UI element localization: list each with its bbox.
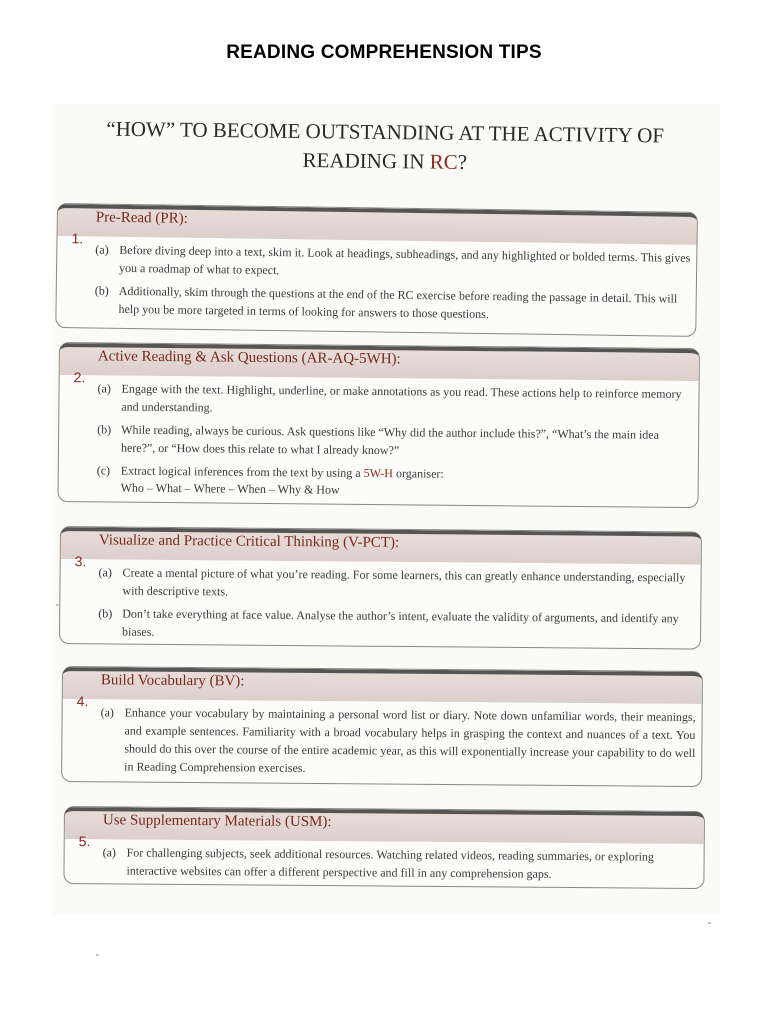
- scan-speck: [56, 604, 59, 606]
- item-letter: (b): [97, 422, 112, 437]
- page-header: READING COMPREHENSION TIPS: [226, 42, 542, 63]
- list-item: [97, 379, 692, 421]
- title-quote-word: “HOW”: [106, 116, 176, 142]
- section-number: 4.: [76, 693, 89, 710]
- item-letter: (a): [97, 381, 111, 396]
- item-text-before: Extract logical inferences from the text by using a: [120, 463, 364, 480]
- item-text-after: organiser:: [392, 466, 444, 481]
- item-text: For challenging subjects, seek additional resources. Watching related videos, reading summaries, or exploring interactive websites can offer a different perspective and fill in any comprehension gaps.: [126, 845, 655, 881]
- section-supplementary-materials: [63, 806, 705, 889]
- section-title: Use Supplementary Materials (USM):: [102, 812, 332, 831]
- section-number: 2.: [73, 369, 86, 386]
- item-letter: (a): [100, 705, 115, 720]
- list-item: [97, 420, 692, 462]
- item-text: Engage with the text. Highlight, underline, or make annotations as you read. These actions help to reinforce memory and understanding.: [121, 381, 682, 415]
- item-letter: (a): [98, 565, 112, 580]
- item-letter: (a): [102, 845, 117, 860]
- title-line2-start: READING IN: [302, 147, 430, 174]
- list-item: [95, 241, 690, 285]
- item-text: Additionally, skim through the questions at the end of the RC exercise before reading the passage in detail. This will help you be more targeted in terms of looking for answers to those questions.: [118, 283, 678, 322]
- organiser-words: Who – What – Where – When – Why & How: [120, 480, 340, 497]
- list-item: [100, 703, 696, 780]
- item-text: While reading, always be curious. Ask questions like “Why did the author include this?”, “What’s the main idea here?”, or “How does this relate to what I already know?”: [120, 422, 660, 458]
- title-line1-rest: TO BECOME OUTSTANDING AT THE ACTIVITY OF: [174, 117, 665, 148]
- item-letter: (a): [95, 242, 109, 257]
- item-letter: (c): [96, 463, 111, 478]
- item-letter: (b): [94, 283, 109, 298]
- list-item: [94, 282, 689, 326]
- section-visualize: [59, 526, 702, 650]
- scan-speck: [96, 954, 99, 956]
- section-pre-read: [55, 203, 698, 337]
- scan-title: [60, 114, 711, 180]
- section-title: Build Vocabulary (BV):: [100, 672, 245, 690]
- item-text: Don’t take everything at face value. Analyse the author’s intent, evaluate the validity of arguments, and identify any biases.: [122, 606, 679, 639]
- title-line2-end: ?: [457, 149, 468, 175]
- item-text: Enhance your vocabulary by maintaining a personal word list or diary. Note down unfamiliar words, their meanings, and example sentences. Familiarity with a broad vocabulary helps in grasping the context and nuances of a text. You should do this over the course of the entire academic year, as this will exponentially increase your capability to do well in Reading Comprehension exercises.: [124, 705, 696, 775]
- section-title: Active Reading & Ask Questions (AR-AQ-5WH):: [97, 348, 401, 368]
- item-text: Create a mental picture of what you’re reading. For some learners, this can greatly enhance understanding, especially with descriptive texts.: [122, 565, 686, 599]
- item-text: Before diving deep into a text, skim it. Look at headings, subheadings, and any highlighted or bolded terms. This gives you a roadmap of what to expect.: [119, 242, 691, 278]
- scan-speck: [708, 922, 711, 924]
- section-title: Visualize and Practice Critical Thinking (V-PCT):: [98, 532, 400, 551]
- list-item: [102, 843, 697, 884]
- section-build-vocabulary: [61, 666, 703, 787]
- list-item: [98, 563, 694, 604]
- section-number: 1.: [71, 230, 84, 247]
- section-number: 5.: [78, 833, 91, 850]
- item-accent-term: 5W-H: [363, 465, 394, 481]
- title-accent-word: RC: [429, 149, 458, 174]
- section-number: 3.: [74, 553, 87, 570]
- list-item: [98, 604, 694, 645]
- section-active-reading: [57, 342, 700, 508]
- section-title: Pre-Read (PR):: [95, 209, 188, 227]
- item-letter: (b): [98, 606, 113, 621]
